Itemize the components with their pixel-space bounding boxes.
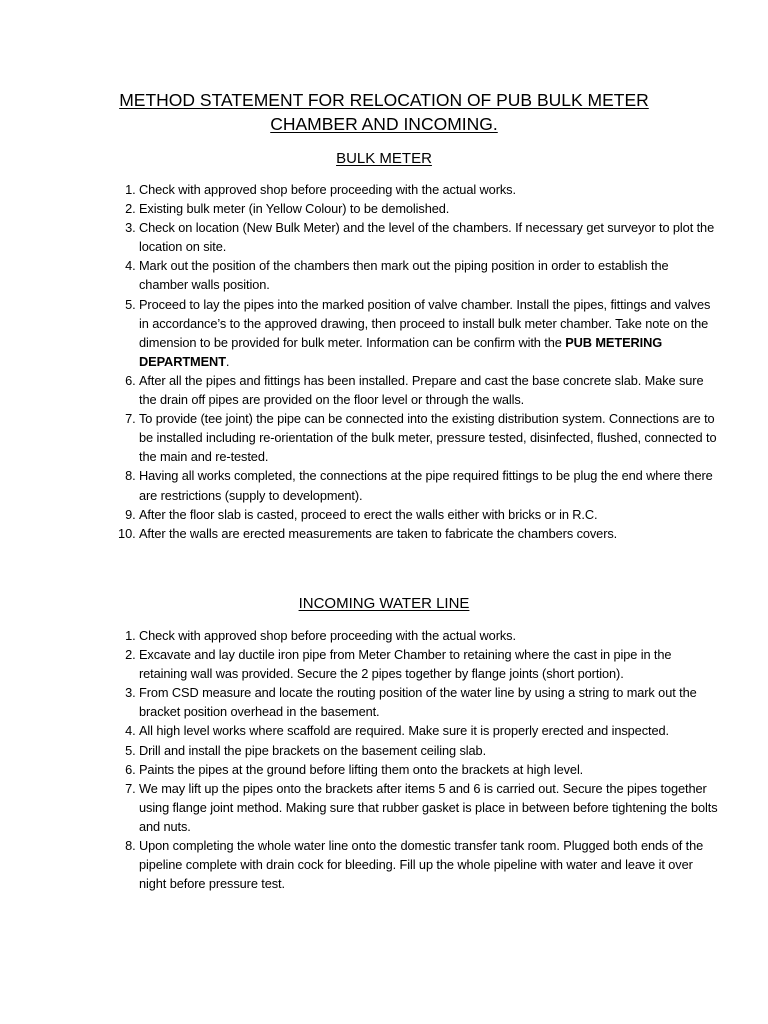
bulk-meter-step xyxy=(139,295,719,371)
bulk-meter-step-text-end: . xyxy=(225,353,230,369)
bulk-meter-step: 1. Check with approved shop before proceeding with the actual works. xyxy=(139,180,719,199)
bulk-meter-step-text: Proceed to lay the pipes into the marked position of valve chamber. Install the pipes, fittings and valves in accordance’s to the approved drawing, then proceed to install bulk meter chamber. Take note on the dimension to be provided for bulk meter. Information can be confirm with the xyxy=(139,296,711,350)
water-line-step: 8. Upon completing the whole water line onto the domestic transfer tank room. Plugged both ends of the pipeline complete with drain cock for bleeding. Fill up the whole pipeline with water and leave it over night before pressure test. xyxy=(139,836,719,893)
incoming-water-line-heading: INCOMING WATER LINE xyxy=(298,595,470,612)
bulk-meter-step: 8. Having all works completed, the connections at the pipe required fittings to be plug the end where there are restrictions (supply to development). xyxy=(139,466,719,504)
document-title-line-1: METHOD STATEMENT FOR RELOCATION OF PUB BULK METER xyxy=(119,90,649,110)
water-line-step: 7. We may lift up the pipes onto the brackets after items 5 and 6 is carried out. Secure the pipes together using flange joint method. Making sure that rubber gasket is place in between before tightening the bolts and nuts. xyxy=(139,779,719,836)
bulk-meter-step: 2. Existing bulk meter (in Yellow Colour) to be demolished. xyxy=(139,199,719,218)
water-line-step: 2. Excavate and lay ductile iron pipe from Meter Chamber to retaining where the cast in pipe in the retaining wall was provided. Secure the 2 pipes together by flange joints (short portion). xyxy=(139,645,719,683)
document-title xyxy=(80,88,688,136)
bulk-meter-step: 9. After the floor slab is casted, proceed to erect the walls either with bricks or in R.C. xyxy=(139,505,719,524)
pub-metering-department-emphasis: PUB METERING DEPARTMENT xyxy=(139,334,663,369)
bulk-meter-step: 7. To provide (tee joint) the pipe can be connected into the existing distribution system. Connections are to be installed including re-orientation of the bulk meter, pressure tested, disinfected, flushed, connected to the main and re-tested. xyxy=(139,409,719,466)
bulk-meter-steps xyxy=(114,180,719,543)
bulk-meter-step: 10. After the walls are erected measurements are taken to fabricate the chambers covers. xyxy=(139,524,719,543)
water-line-step: 3. From CSD measure and locate the routing position of the water line by using a string to mark out the bracket position overhead in the basement. xyxy=(139,683,719,721)
document-title-line-2: CHAMBER AND INCOMING. xyxy=(270,114,498,134)
bulk-meter-step: 4. Mark out the position of the chambers then mark out the piping position in order to establish the chamber walls position. xyxy=(139,256,719,294)
water-line-step: 6. Paints the pipes at the ground before lifting them onto the brackets at high level. xyxy=(139,760,719,779)
water-line-step: 1. Check with approved shop before proceeding with the actual works. xyxy=(139,626,719,645)
water-line-step: 5. Drill and install the pipe brackets on the basement ceiling slab. xyxy=(139,741,719,760)
water-line-step: 4. All high level works where scaffold are required. Make sure it is properly erected and inspected. xyxy=(139,721,719,740)
bulk-meter-step: 6. After all the pipes and fittings has been installed. Prepare and cast the base concrete slab. Make sure the drain off pipes are provided on the floor level or through the walls. xyxy=(139,371,719,409)
incoming-water-line-steps xyxy=(114,626,719,893)
bulk-meter-heading: BULK METER xyxy=(336,150,432,167)
bulk-meter-step: 3. Check on location (New Bulk Meter) and the level of the chambers. If necessary get surveyor to plot the location on site. xyxy=(139,218,719,256)
